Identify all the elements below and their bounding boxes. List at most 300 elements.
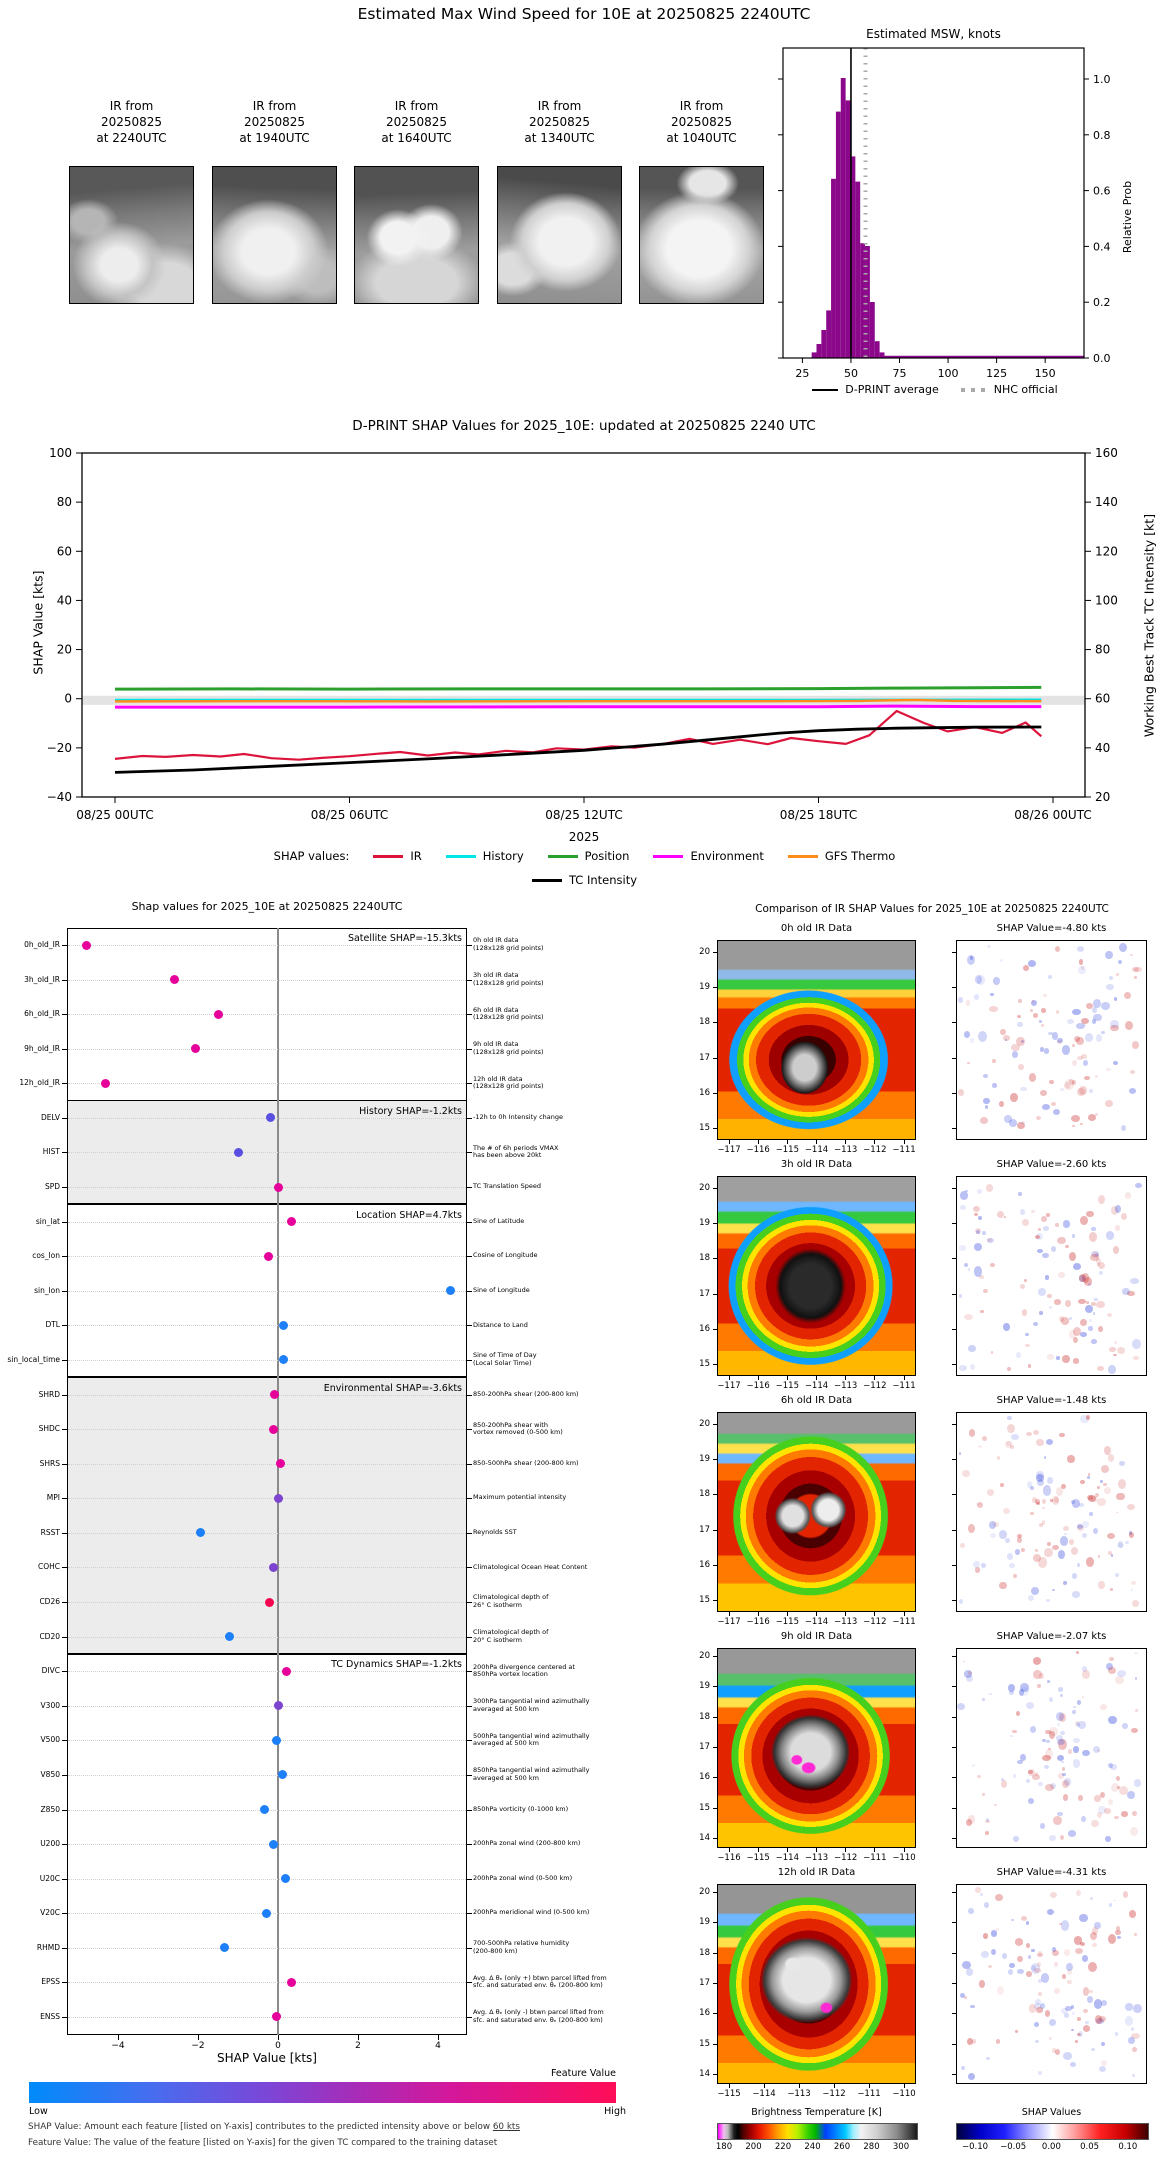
shap-speckle <box>1017 1956 1022 1962</box>
shap-speckle <box>1021 1916 1027 1921</box>
shap-speckle <box>1055 946 1061 953</box>
shap-speckle <box>1046 1599 1050 1602</box>
axis-tick <box>467 1360 472 1361</box>
map-ytick-label: 19 <box>699 1917 710 1928</box>
histogram-legend-label: D-PRINT average <box>845 383 939 396</box>
map-xtick-label: −111 <box>892 1617 916 1627</box>
map-xtick-mark <box>904 2084 905 2088</box>
map-ytick-label: 20 <box>699 1419 710 1429</box>
shap-speckle <box>963 1661 966 1663</box>
ts-ytick-right: 40 <box>1095 740 1111 755</box>
shap-speckle <box>1000 1483 1004 1487</box>
shap-speckle <box>1054 1299 1062 1305</box>
shap-speckle <box>1091 2048 1094 2051</box>
shap-speckle <box>1080 1480 1086 1484</box>
feature-description-line: averaged at 500 km <box>473 1739 539 1748</box>
feature-label: SHRD <box>38 1389 60 1399</box>
shap-speckle <box>1091 1302 1096 1305</box>
shap-speckle <box>1071 1500 1075 1504</box>
map-ytick-mark <box>952 1777 956 1778</box>
shap-speckle <box>1122 1723 1128 1729</box>
feature-description <box>473 1529 613 1537</box>
map-xtick-label: −112 <box>822 2089 846 2099</box>
shap-speckle <box>959 1365 967 1371</box>
ts-legend-caption: SHAP values: <box>273 849 350 863</box>
feature-value-colorbar <box>29 2082 616 2103</box>
shap-speckle <box>1135 1183 1142 1188</box>
shap-speckle <box>1049 1080 1054 1084</box>
axis-tick <box>467 1775 472 1776</box>
shap-speckle <box>1089 1089 1093 1093</box>
shap-speckle <box>992 1059 996 1063</box>
shap-speckle <box>1113 1246 1119 1254</box>
feature-description <box>473 1806 613 1814</box>
shap-speckle <box>1127 1504 1135 1511</box>
shap-speckle <box>994 1804 997 1807</box>
shap-speckle <box>1030 1726 1036 1733</box>
map-xtick-label: −113 <box>833 1381 858 1391</box>
shap-speckle <box>964 1263 968 1267</box>
map-xtick-label: −115 <box>775 1617 799 1627</box>
map-xtick-label: −112 <box>833 1853 858 1863</box>
shap-dot <box>214 1010 223 1019</box>
shap-speckle <box>1089 1990 1093 1993</box>
shap-speckle <box>1010 1093 1017 1102</box>
shap-speckle <box>966 1968 973 1976</box>
shap-speckle <box>1089 1512 1093 1516</box>
map-ytick-label: 20 <box>699 1887 710 1897</box>
shap-speckle <box>982 1793 985 1795</box>
shap-speckle <box>1044 1548 1052 1557</box>
shap-speckle <box>1105 1836 1111 1843</box>
section-header: History SHAP=-1.2kts <box>359 1105 462 1117</box>
row-gridline <box>68 1740 466 1741</box>
axis-tick <box>62 1533 67 1534</box>
shap-speckle <box>1090 1897 1093 1900</box>
shap-speckle <box>989 1521 996 1529</box>
map-ytick-label: 16 <box>699 1087 710 1098</box>
shap-speckle <box>1060 1088 1065 1092</box>
map-ytick-label: 19 <box>699 982 710 993</box>
shap-dot <box>287 1978 296 1987</box>
ts-ytick-left: 100 <box>49 446 72 460</box>
shap-speckle <box>1065 1245 1069 1248</box>
shap-speckle <box>1131 2033 1140 2039</box>
feature-description <box>473 1698 613 1713</box>
shap-speckle <box>1099 2066 1106 2072</box>
shap-speckle <box>1057 1237 1066 1244</box>
axis-tick <box>467 1014 472 1015</box>
shap-speckle <box>1062 1780 1069 1788</box>
map-ytick-label: 14 <box>699 2068 710 2079</box>
row-gridline <box>68 1464 466 1465</box>
ir-comparison-title: Comparison of IR SHAP Values for 2025_10E at 20250825 2240UTC <box>755 903 1109 915</box>
shap-speckle <box>1036 1439 1044 1446</box>
ts-xtick: 08/25 00UTC <box>76 808 154 822</box>
shap-speckle <box>1073 1759 1081 1768</box>
shap-speckle <box>1008 1969 1013 1975</box>
shap-speckle <box>1042 1520 1046 1525</box>
ir-thumbnail-label <box>344 98 489 146</box>
shap-speckle <box>1015 1938 1024 1946</box>
ts-legend-item <box>788 849 895 863</box>
shap-dot <box>196 1528 205 1537</box>
shap-speckle <box>968 1908 974 1914</box>
map-xtick-mark <box>816 1376 817 1380</box>
line-swatch <box>788 855 818 858</box>
histogram-xtick: 150 <box>1034 367 1056 380</box>
shap-speckle <box>1077 2017 1081 2020</box>
shap-speckle <box>1062 1773 1066 1777</box>
map-xtick-mark <box>874 1376 875 1380</box>
section-divider <box>67 1653 467 1655</box>
shap-speckle <box>1046 1213 1050 1217</box>
map-xtick-mark <box>758 1612 759 1616</box>
shap-xtick-mark <box>118 2035 119 2040</box>
feature-description-line: 12h old IR data <box>473 1074 523 1083</box>
series-ir <box>115 711 1041 760</box>
shap-speckle <box>1049 1697 1053 1702</box>
shap-speckle <box>1115 1930 1121 1935</box>
shap-speckle <box>1131 1728 1138 1733</box>
map-ytick-mark <box>952 1530 956 1531</box>
shap-speckle <box>1011 1434 1019 1440</box>
axis-tick <box>467 1982 472 1983</box>
row-gridline <box>68 1844 466 1845</box>
feature-label: SPD <box>44 1182 60 1192</box>
shap-speckle <box>1072 1060 1077 1066</box>
shap-speckle <box>1043 994 1047 998</box>
map-xtick-mark <box>787 1612 788 1616</box>
ts-legend-item <box>373 849 421 863</box>
shap-speckle <box>1005 1039 1008 1041</box>
shap-dot <box>170 975 179 984</box>
shap-speckle <box>1101 2042 1105 2046</box>
shap-speckle <box>1012 1730 1017 1734</box>
shap-speckle <box>969 1429 975 1437</box>
map-xtick-mark <box>758 1140 759 1144</box>
histogram-legend-label: NHC official <box>993 383 1058 396</box>
map-ytick-mark <box>952 1093 956 1094</box>
shap-value-image <box>956 940 1147 1140</box>
shap-speckle <box>1095 1113 1099 1116</box>
shap-speckle <box>1079 1503 1085 1507</box>
map-ytick-mark <box>713 1777 717 1778</box>
map-ytick-mark <box>952 1329 956 1330</box>
shap-speckle <box>1076 1722 1080 1727</box>
shap-speckle <box>1110 1764 1117 1770</box>
axis-tick <box>62 1879 67 1880</box>
shap-speckle <box>1018 999 1022 1004</box>
map-ytick-mark <box>952 1808 956 1809</box>
shap-speckle <box>980 1310 983 1313</box>
ts-legend-label: GFS Thermo <box>824 849 896 863</box>
feature-description <box>473 1145 613 1160</box>
feature-description <box>473 1460 613 1468</box>
feature-label: sin_lat <box>35 1216 60 1226</box>
feature-description-line: 200hPa meridional wind (0-500 km) <box>473 1908 590 1917</box>
shap-speckle <box>1007 1367 1012 1372</box>
feature-description <box>473 1114 613 1122</box>
section-shading <box>68 1377 466 1654</box>
histogram-legend-item <box>812 383 938 396</box>
histogram-xtick: 100 <box>937 367 959 380</box>
feature-description <box>473 1975 613 1990</box>
shap-speckle <box>977 1189 982 1194</box>
axis-tick <box>62 1740 67 1741</box>
row-gridline <box>68 1360 466 1361</box>
shap-speckle <box>1117 1543 1124 1548</box>
shap-speckle <box>1117 1670 1126 1677</box>
map-ytick-mark <box>713 1530 717 1531</box>
map-xtick-label: −114 <box>775 1853 799 1863</box>
shap-speckle <box>1009 1563 1016 1568</box>
shap-speckle <box>1041 1024 1045 1027</box>
shap-speckle <box>968 2073 975 2080</box>
zero-line <box>277 928 278 2035</box>
map-xtick-mark <box>787 1140 788 1144</box>
map-ytick-mark <box>952 1258 956 1259</box>
feature-label: DELV <box>41 1112 60 1122</box>
feature-description-line: Sine of Latitude <box>473 1216 525 1225</box>
feature-description-line: 3h old IR data <box>473 970 519 979</box>
map-ytick-mark <box>713 1223 717 1224</box>
shap-dot <box>264 1252 273 1261</box>
shap-speckle <box>1026 1971 1031 1977</box>
shap-speckle <box>1016 1037 1024 1046</box>
map-ytick-label: 20 <box>699 1651 710 1661</box>
shap-speckle <box>1072 1234 1076 1238</box>
map-xtick-label: −115 <box>775 1381 799 1391</box>
ts-ytick-right: 140 <box>1095 495 1118 510</box>
ir-thumbnail-image <box>212 166 337 304</box>
histogram-bar <box>875 341 880 358</box>
shap-speckle <box>1018 1192 1021 1196</box>
map-ytick-mark <box>713 987 717 988</box>
feature-label: U20C <box>39 1873 60 1883</box>
shap-speckle <box>1047 1909 1054 1915</box>
map-ytick-mark <box>713 1600 717 1601</box>
shap-speckle <box>986 1184 993 1192</box>
feature-label: V300 <box>40 1700 60 1710</box>
feature-description-line: 500hPa tangential wind azimuthally <box>473 1731 590 1740</box>
shap-speckle <box>1124 992 1131 999</box>
shap-speckle <box>1072 1591 1080 1598</box>
feature-description <box>473 1391 613 1399</box>
map-xtick-label: −117 <box>717 1145 741 1155</box>
map-ytick-label: 18 <box>699 1489 710 1500</box>
shap-speckle <box>1088 1326 1092 1331</box>
map-ytick-mark <box>952 2044 956 2045</box>
shap-speckle <box>1052 1589 1055 1591</box>
feature-description-line: (Local Solar Time) <box>473 1358 532 1367</box>
ir-data-subtitle: 6h old IR Data <box>780 1395 853 1406</box>
shap-speckle <box>1040 1090 1047 1096</box>
footnote-threshold: 60 kts <box>492 2122 520 2132</box>
shap-speckle <box>1047 1542 1051 1545</box>
shap-speckle <box>1074 1036 1080 1043</box>
ts-legend-item <box>548 849 630 863</box>
ir-data-image <box>717 1176 916 1376</box>
shap-speckle <box>1033 1013 1038 1018</box>
map-ytick-label: 15 <box>699 1802 710 1813</box>
shap-speckle <box>966 1675 973 1682</box>
shap-speckle <box>1052 1950 1059 1956</box>
shap-speckle <box>1108 1716 1117 1724</box>
shap-speckle <box>1042 1755 1051 1761</box>
line-swatch <box>532 879 562 882</box>
axis-tick <box>467 1844 472 1845</box>
shap-speckle <box>1116 1776 1120 1781</box>
shap-speckle <box>1062 1355 1070 1363</box>
ts-legend-item <box>446 849 524 863</box>
shap-speckle <box>1023 965 1029 971</box>
shap-speckle <box>1115 1676 1124 1684</box>
feature-description-line: Avg. Δ θₑ (only -) btwn parcel lifted from <box>473 2008 604 2017</box>
shap-speckle <box>1011 1919 1014 1922</box>
map-ytick-label: 18 <box>699 1711 710 1722</box>
shap-speckle <box>1082 1955 1088 1962</box>
feature-description <box>473 1183 613 1191</box>
shap-speckle <box>996 2039 1001 2044</box>
map-ytick-mark <box>713 1294 717 1295</box>
map-ytick-label: 18 <box>699 1253 710 1264</box>
axis-tick <box>467 1637 472 1638</box>
shap-speckle <box>1057 1723 1061 1726</box>
shap-speckle <box>1132 1600 1139 1607</box>
shap-speckle <box>1029 2004 1036 2012</box>
histogram-ytick: 0.8 <box>1093 128 1111 142</box>
shap-speckle <box>1085 2021 1090 2024</box>
shap-speckle <box>1053 1816 1062 1826</box>
shap-speckle <box>1017 1015 1022 1018</box>
axis-tick <box>467 1152 472 1153</box>
shap-speckle <box>1121 1125 1126 1131</box>
ir-thumbnail-label-line: 20250825 <box>100 115 163 129</box>
shap-speckle <box>975 975 982 984</box>
map-ytick-mark <box>713 1494 717 1495</box>
shap-speckle <box>1118 960 1122 964</box>
shap-speckle <box>999 1582 1006 1590</box>
map-ytick-mark <box>952 1022 956 1023</box>
map-xtick-label: −112 <box>863 1381 887 1391</box>
shap-speckle <box>1028 1364 1032 1368</box>
map-xtick-label: −114 <box>804 1381 829 1391</box>
feature-description-line: The # of 6h periods VMAX <box>473 1143 559 1152</box>
shap-speckle <box>966 1819 972 1826</box>
map-xtick-mark <box>845 1376 846 1380</box>
shap-speckle <box>1028 1769 1035 1776</box>
shap-speckle <box>1064 1082 1070 1090</box>
shap-speckle <box>1063 1581 1067 1585</box>
map-ytick-mark <box>713 1808 717 1809</box>
histogram-title: Estimated MSW, knots <box>866 27 1001 41</box>
axis-tick <box>467 2017 472 2018</box>
map-ytick-mark <box>713 1022 717 1023</box>
feature-label: DTL <box>45 1320 60 1330</box>
ts-xtick: 08/25 18UTC <box>779 808 858 822</box>
shap-value-subtitle: SHAP Value=-1.48 kts <box>996 1395 1107 1406</box>
map-ytick-mark <box>713 2044 717 2045</box>
feature-description-line: (128x128 grid points) <box>473 978 544 987</box>
shap-speckle <box>1134 1933 1138 1936</box>
shap-speckle <box>1095 1075 1098 1078</box>
feature-description-line: Cosine of Longitude <box>473 1251 538 1260</box>
map-xtick-label: −117 <box>717 1381 741 1391</box>
shap-speckle <box>1050 1892 1057 1898</box>
shap-speckle <box>981 1951 989 1958</box>
shap-speckle <box>972 1764 975 1767</box>
shap-speckle <box>1083 2025 1090 2032</box>
shap-value-subtitle: SHAP Value=-2.07 kts <box>996 1631 1107 1642</box>
ir-thumbnail-label <box>202 98 347 146</box>
ts-ytick-left: −20 <box>46 740 72 755</box>
shap-speckle <box>1110 1020 1119 1029</box>
shap-values-colorbar-title: SHAP Values <box>1021 2107 1082 2118</box>
shap-speckle <box>1044 1765 1049 1769</box>
shap-speckle <box>1116 1493 1124 1501</box>
feature-value-low-label: Low <box>29 2106 48 2117</box>
shap-speckle <box>987 945 991 948</box>
shap-speckle <box>1028 1595 1035 1601</box>
map-ytick-mark <box>713 1838 717 1839</box>
shap-speckle <box>1134 1779 1142 1787</box>
shap-speckle <box>1017 1969 1024 1974</box>
shap-speckle <box>982 1436 988 1442</box>
timeseries-ylabel-left: SHAP Value [kts] <box>30 570 46 675</box>
feature-description <box>473 972 613 987</box>
ts-ytick-right: 80 <box>1095 642 1111 657</box>
shap-speckle <box>966 1000 971 1005</box>
shap-colorbar-tick: 0.05 <box>1080 2142 1100 2152</box>
shap-speckle <box>1077 1524 1083 1529</box>
brightness-temp-colorbar <box>717 2123 918 2140</box>
shap-speckle <box>1051 1102 1056 1106</box>
row-gridline <box>68 945 466 946</box>
shap-speckle <box>1038 1228 1041 1231</box>
feature-description <box>473 1041 613 1056</box>
map-ytick-label: 15 <box>699 1123 710 1133</box>
shap-value-image <box>956 1884 1147 2084</box>
shap-speckle <box>1099 2016 1107 2022</box>
shap-speckle <box>1019 1689 1024 1696</box>
feature-description-line: 850hPa tangential wind azimuthally <box>473 1766 590 1775</box>
histogram-bar <box>821 330 826 358</box>
feature-description-line: (128x128 grid points) <box>473 1047 544 1056</box>
map-xtick-label: −113 <box>804 1853 829 1863</box>
shap-speckle <box>1072 1044 1075 1047</box>
feature-description-line: averaged at 500 km <box>473 1704 539 1713</box>
row-gridline <box>68 1498 466 1499</box>
shap-speckle <box>1005 1538 1010 1543</box>
histogram-xtick: 25 <box>795 367 810 380</box>
shap-speckle <box>1058 1550 1065 1559</box>
shap-speckle <box>981 1563 985 1568</box>
map-xtick-label: −110 <box>892 2089 916 2099</box>
shap-speckle <box>1114 1341 1117 1344</box>
feature-label: V500 <box>40 1735 60 1745</box>
shap-speckle <box>1083 1060 1089 1067</box>
feature-description <box>473 1733 613 1748</box>
shap-speckle <box>1007 1416 1011 1420</box>
map-xtick-label: −113 <box>787 2089 811 2099</box>
shap-speckle <box>1108 1551 1111 1555</box>
shap-speckle <box>1132 1041 1139 1049</box>
shap-speckle <box>1087 1996 1093 2003</box>
shap-speckle <box>974 1213 978 1216</box>
map-xtick-label: −110 <box>892 1853 916 1863</box>
ir-thumbnail-label-line: at 1340UTC <box>524 131 595 145</box>
